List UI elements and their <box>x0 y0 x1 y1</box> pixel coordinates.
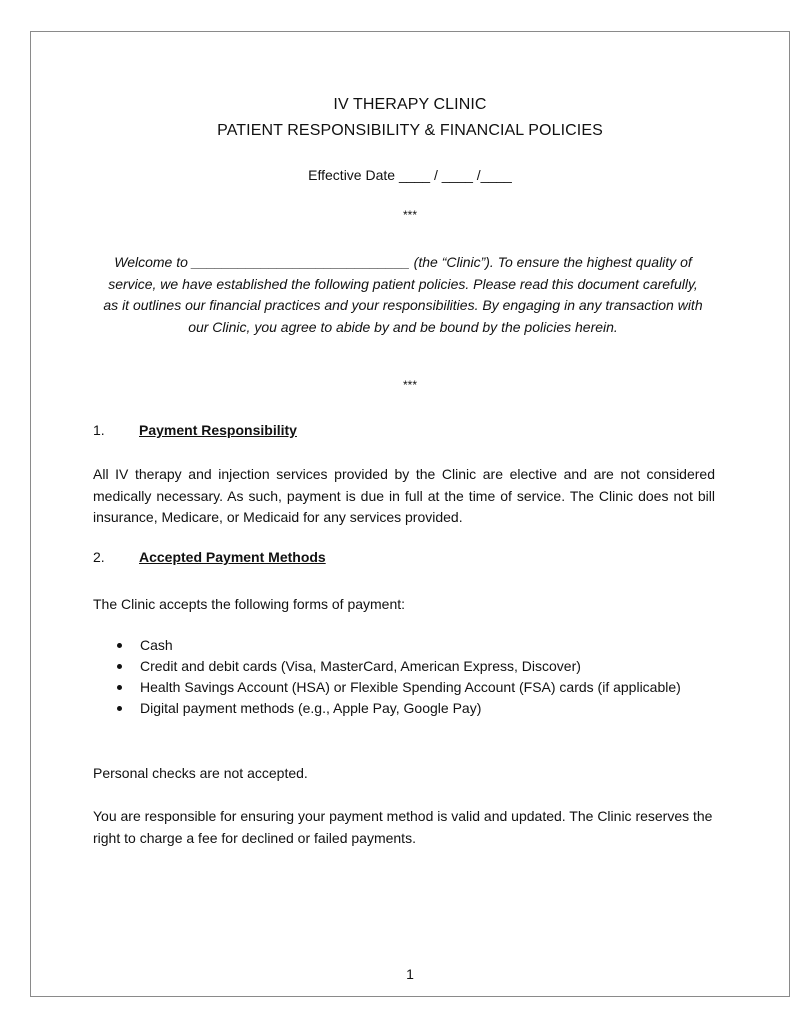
list-item <box>93 635 715 656</box>
separator: *** <box>402 378 417 392</box>
bullet-icon <box>117 685 122 690</box>
document-subtitle: PATIENT RESPONSIBILITY & FINANCIAL POLICIES <box>217 122 603 139</box>
list-item <box>93 698 715 719</box>
section-title: Accepted Payment Methods <box>139 549 326 565</box>
section-heading-payment-responsibility <box>93 422 297 438</box>
bullet-icon <box>117 664 122 669</box>
payment-validity-paragraph: You are responsible for ensuring your payment method is valid and updated. The Clinic reserves the right to charge a fee for declined or failed payments. <box>93 808 713 846</box>
separator: *** <box>402 208 417 222</box>
bullet-icon <box>117 706 122 711</box>
welcome-paragraph: Welcome to ____________________________ (the “Clinic”). To ensure the highest quality of service, we have established the following patient policies. Please read this document carefully, as it outlines our financial practices and your responsibilities. By engaging in any transaction with our Clinic, you agree to abide by and be bound by the policies herein. <box>103 254 703 335</box>
section-title: Payment Responsibility <box>139 422 297 438</box>
section-body: All IV therapy and injection services provided by the Clinic are elective and are not considered medically necessary. As such, payment is due in full at the time of service. The Clinic does not bill insurance, Medicare, or Medicaid for any services provided. <box>93 466 715 525</box>
bullet-icon <box>117 643 122 648</box>
list-item <box>93 677 715 698</box>
section-number: 2. <box>93 549 105 565</box>
section-number: 1. <box>93 422 105 438</box>
list-item <box>93 656 715 677</box>
document-title: IV THERAPY CLINIC <box>333 96 487 113</box>
page-number: 1 <box>406 966 414 982</box>
section-intro: The Clinic accepts the following forms of payment: <box>93 596 406 612</box>
payment-methods-list <box>93 635 715 719</box>
list-item-text: Credit and debit cards (Visa, MasterCard, American Express, Discover) <box>140 658 581 674</box>
list-item-text: Cash <box>140 637 173 653</box>
section-heading-accepted-payment-methods <box>93 549 326 565</box>
list-item-text: Digital payment methods (e.g., Apple Pay, Google Pay) <box>140 700 482 716</box>
effective-date-line: Effective Date ____ / ____ /____ <box>308 167 512 183</box>
list-item-text: Health Savings Account (HSA) or Flexible Spending Account (FSA) cards (if applicable) <box>140 679 681 695</box>
document-page <box>30 31 790 997</box>
checks-note: Personal checks are not accepted. <box>93 765 308 781</box>
